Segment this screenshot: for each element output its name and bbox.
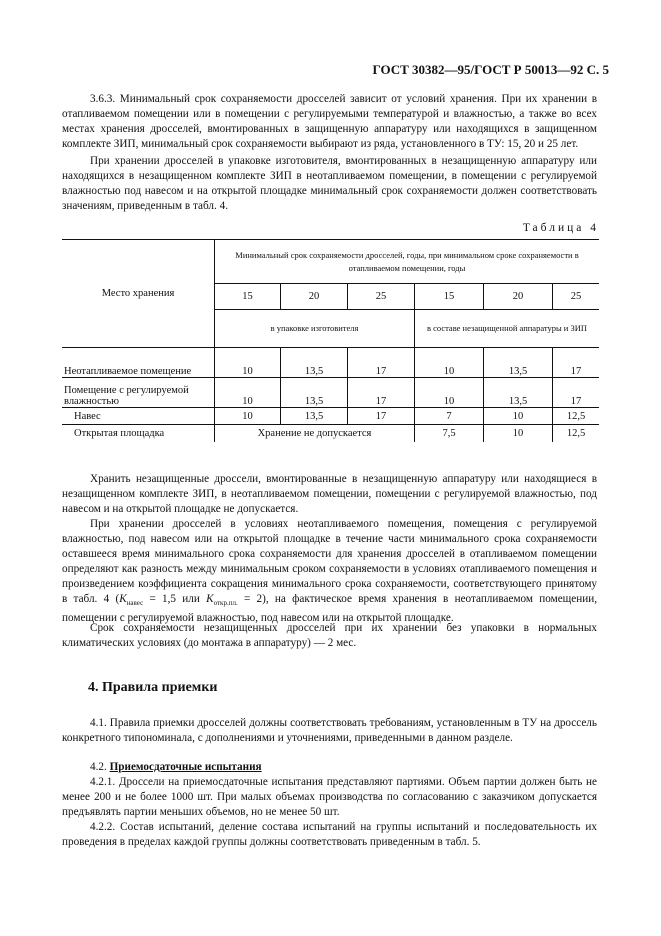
row-value: 12,5 (553, 408, 600, 425)
table-row (62, 408, 599, 425)
row-value: 7 (415, 408, 484, 425)
row-place: Неотапливаемое помещение (62, 348, 215, 378)
row-value: 10 (415, 348, 484, 378)
row-value: 13,5 (281, 348, 348, 378)
row-value: 13,5 (484, 348, 553, 378)
table-row (62, 425, 599, 442)
text-run: 4.2. (90, 761, 110, 773)
row-value: 13,5 (484, 378, 553, 408)
paragraph-unpacked: Срок сохраняемости незащищенных дросселей при их хранении без упаковки в нормальных климатических условиях (до монтажа в аппаратуру) — 2 мес. (62, 622, 597, 649)
page-header: ГОСТ 30382—95/ГОСТ Р 50013—92 С. 5 (372, 62, 609, 77)
coefficient-sub: навес (126, 599, 144, 608)
group-unprotected: в составе незащищенной аппаратуры и ЗИП (415, 310, 600, 348)
place-header: Место хранения (62, 240, 215, 348)
paragraph-coefficient (62, 517, 597, 626)
text-run: При хранении дросселей в условиях неотапливаемого помещения, помещения с регулируемой влажностью, под навесом или на открытой площадке в течение части минимального срока сохраняемости оставшееся время минимального срока сохраняемости для хранения дросселей в отапливаемом помещении определяют как разность между минимальным сроком сохраняемости в условиях отапливаемого помещения и произведением коэффициента сокращения минимального срока сохраняемости, соответствующего принятому в табл. 4 ( (62, 518, 597, 605)
period-cell: 15 (215, 284, 281, 310)
paragraph-4-2-2: 4.2.2. Состав испытаний, деление состава испытаний на группы испытаний и последовательность их проведения в пределах каждой группы должны соответствовать приведенным в табл. 5. (62, 821, 597, 848)
row-value: 17 (553, 348, 600, 378)
group-packaging: в упаковке изготовителя (215, 310, 415, 348)
row-value: 17 (348, 378, 415, 408)
row-value: 13,5 (281, 378, 348, 408)
row-value: 7,5 (415, 425, 484, 442)
coefficient-sub: откр.пл. (213, 599, 238, 608)
row-value: 10 (415, 378, 484, 408)
row-merged-value: Хранение не допускается (215, 425, 415, 442)
table-row (62, 348, 599, 378)
row-place: Открытая площадка (62, 425, 215, 442)
text-run: = 1,5 или (143, 593, 207, 605)
row-value: 10 (484, 425, 553, 442)
row-value: 10 (215, 378, 281, 408)
table-caption: Таблица 4 (522, 222, 599, 234)
paragraph-packaging: При хранении дросселей в упаковке изготовителя, вмонтированных в незащищенную аппаратуру или находящихся в незащищенном комплекте ЗИП в неотапливаемом помещении, в помещении с регулируемой влажностью под навесом и на открытой площадке минимальный срок сохраняемости должен соответствовать значениям, приведенным в табл. 4. (62, 155, 597, 212)
coefficient-k: K (206, 593, 214, 605)
row-value: 10 (215, 348, 281, 378)
paragraph-4-2-1: 4.2.1. Дроссели на приемосдаточные испытания представляют партиями. Объем партии должен быть не менее 200 и не более 1000 шт. При малых объемах производства по согласованию с заказчиком допускается предъявлять партии меньших объемов, но не менее 50 шт. (62, 776, 597, 818)
paragraph-4-2 (62, 760, 597, 775)
period-cell: 15 (415, 284, 484, 310)
row-place: Навес (62, 408, 215, 425)
period-cell: 25 (553, 284, 600, 310)
period-cell: 20 (281, 284, 348, 310)
subsection-title: Приемосдаточные испытания (109, 761, 262, 773)
row-value: 10 (215, 408, 281, 425)
row-value: 10 (484, 408, 553, 425)
period-cell: 20 (484, 284, 553, 310)
period-header: Минимальный срок сохраняемости дросселей, годы, при минимальном сроке сохраняемости в отапливаемом помещении, годы (215, 240, 600, 284)
row-place: Помещение с регулируемой влажностью (62, 378, 215, 408)
section-title: 4. Правила приемки (88, 680, 218, 695)
row-value: 17 (348, 348, 415, 378)
text-run: = 2), на фактическое время хранения в неотапливаемом помещении, помещении с регулируемой влажностью, под навесом или на открытой площадке. (62, 593, 598, 625)
row-value: 12,5 (553, 425, 600, 442)
row-value: 17 (348, 408, 415, 425)
coefficient-k: K (119, 593, 127, 605)
paragraph-prohibition: Хранить незащищенные дроссели, вмонтированные в незащищенную аппаратуру или находящиеся в незащищенном комплекте ЗИП, в неотапливаемом помещении, помещении с регулируемой влажностью, под навесом и на открытой площадке не допускается. (62, 473, 597, 515)
storage-table (62, 239, 599, 442)
period-cell: 25 (348, 284, 415, 310)
table-row (62, 378, 599, 408)
paragraph-4-1: 4.1. Правила приемки дросселей должны соответствовать требованиям, установленным в ТУ на дроссель конкретного типономинала, с дополнениями и уточнениями, приведенными в данном разделе. (62, 717, 597, 744)
paragraph-3-6-3: 3.6.3. Минимальный срок сохраняемости дросселей зависит от условий хранения. При их хранении в отапливаемом помещении или в помещении с регулируемыми температурой и влажностью, а также во всех местах хранения дросселей, вмонтированных в защищенную аппаратуру или находящихся в защищенном комплекте ЗИП, минимальный срок сохраняемости выбирают из ряда, установленного в ТУ: 15, 20 и 25 лет. (62, 93, 597, 150)
row-value: 13,5 (281, 408, 348, 425)
row-value: 17 (553, 378, 600, 408)
